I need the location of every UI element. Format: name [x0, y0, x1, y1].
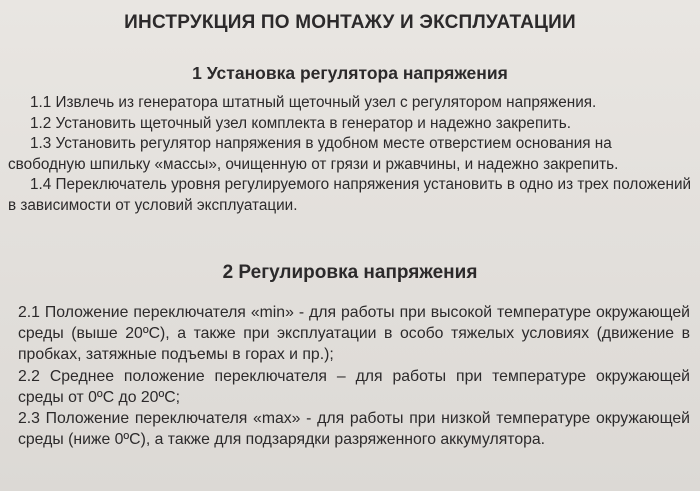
- section-2-item: 2.3 Положение переключателя «max» - для работы при низкой температуре окружающей среды (ниже 0ºC), а также для подзарядки разряженного аккумулятора.: [18, 410, 690, 449]
- section-1-heading: 1 Установка регулятора напряжения: [192, 63, 508, 83]
- section-1-body: [8, 93, 692, 217]
- section-1-item: 1.1 Извлечь из генератора штатный щеточный узел с регулятором напряжения.: [30, 94, 597, 111]
- section-1-item: 1.4 Переключатель уровня регулируемого напряжения установить в одно из трех положений в зависимости от условий эксплуатации.: [8, 176, 692, 214]
- section-2-heading: 2 Регулировка напряжения: [222, 262, 478, 283]
- section-1-item: 1.3 Установить регулятор напряжения в удобном месте отверстием основания на свободную шпильку «массы», очищенную от грязи и ржавчины, и надежно закрепить.: [8, 135, 619, 173]
- section-2-item: 2.2 Среднее положение переключателя – для работы при температуре окружающей среды от 0ºC до 20ºC;: [18, 367, 690, 406]
- section-2-item: 2.1 Положение переключателя «min» - для работы при высокой температуре окружающей среды (выше 20ºC), а также при эксплуатации в особо тяжелых условиях (движение в пробках, затяжные подъемы в горах и пр.);: [18, 304, 690, 364]
- section-1-item: 1.2 Установить щеточный узел комплекта в генератор и надежно закрепить.: [30, 114, 571, 132]
- document-title: ИНСТРУКЦИЯ ПО МОНТАЖУ И ЭКСПЛУАТАЦИИ: [124, 12, 576, 33]
- section-2-body: [18, 302, 690, 450]
